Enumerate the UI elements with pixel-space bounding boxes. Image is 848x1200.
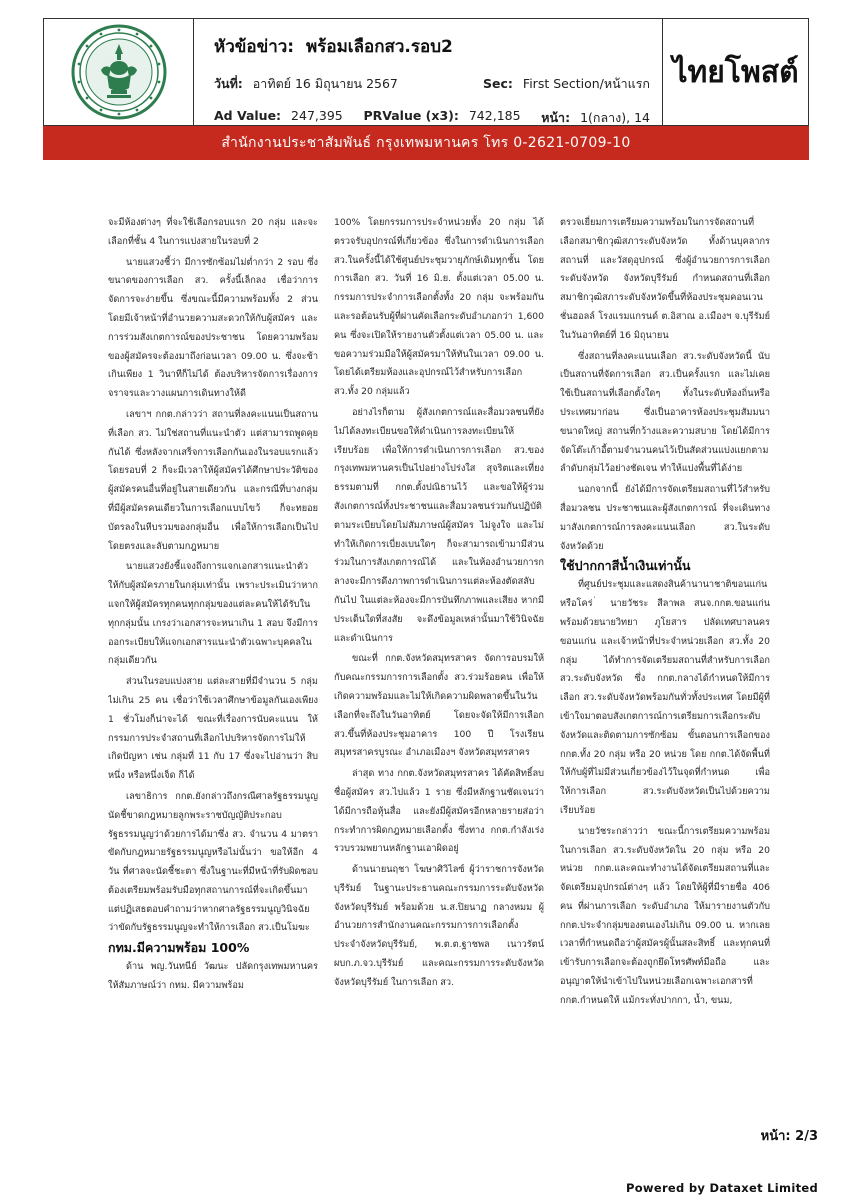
article-paragraph: ตรวจเยี่ยมการเตรียมความพร้อมในการจัดสถานที่เลือกสมาชิกวุฒิสภาระดับจังหวัด ทั้งด้านบุคลากร สถานที่ และวัสดุอุปกรณ์ ซึ่งผู้อำนวยการการเลือกระดับจังหวัด จังหวัดบุรีรัมย์ กำหนดสถานที่เลือกสมาชิกวุฒิสภาระดับจังหวัดขึ้นที่ห้องประชุมคอนเวนชั่นฮอลล์ โรงแรมแกรนด์ ต.อิสาณ อ.เมืองฯ จ.บุรีรัมย์ ในวันอาทิตย์ที่ 16 มิถุนายน bbox=[560, 217, 770, 341]
article-paragraph: เลขาธิการ กกต.ยังกล่าวถึงกรณีศาลรัฐธรรมนูญนัดชี้ขาดกฎหมายลูกพระราชบัญญัติประกอบรัฐธรรมนูญว่าด้วยการได้มาซึ่ง สว. จำนวน 4 มาตรา ขัดกับกฎหมายรัฐธรรมนูญหรือไม่นั้นว่า ขอให้อีก 4 วัน ที่ศาลจะนัดชี้ชะตา ซึ่งในฐานะที่มีหน้าที่รับผิดชอบ ต้องเตรียมพร้อมรับมือทุกสถานการณ์ที่จะเกิดขึ้นมา แต่ปฏิเสธตอบคำถามว่าหากศาลรัฐธรรมนูญวินิจฉัยว่าขัดกับรัฐธรรมนูญจะทำให้การเลือก สว.เป็นโมฆะ bbox=[108, 790, 318, 934]
article-column-2 bbox=[334, 214, 544, 1064]
section-label: Sec: bbox=[483, 76, 513, 91]
ad-value-label: Ad Value: bbox=[214, 108, 282, 123]
powered-by: Powered by Dataxet Limited bbox=[626, 1181, 818, 1195]
article-paragraph: นอกจากนี้ ยังได้มีการจัดเตรียมสถานที่ไว้สำหรับสื่อมวลชน ประชาชนและผู้สังเกตการณ์ ที่จะเดินทางมาสังเกตการณ์การลงคะแนนเลือก สว.ในระดับจังหวัดด้วย bbox=[560, 484, 770, 552]
ad-value: 247,395 bbox=[291, 108, 343, 123]
article-paragraph: นายวัชระกล่าวว่า ขณะนี้การเตรียมความพร้อมในการเลือก สว.ระดับจังหวัดใน 20 กลุ่ม หรือ 20 หน่วย กกต.และคณะทำงานได้จัดเตรียมสถานที่และจัดเตรียมอุปกรณ์ต่างๆ แล้ว โดยให้ผู้ที่มีรายชื่อ 406 คน ที่ผ่านการเลือก ระดับอำเภอ ให้มารายงานตัวกับ กกต.ประจำกลุ่มของตนเองไม่เกิน 09.00 น. หากเลยเวลาที่กำหนดถือว่าผู้สมัครผู้นั้นสละสิทธิ์ และทุกคนที่เข้ารับการเลือกจะต้องถูกยึดโทรศัพท์มือถือ และอนุญาตให้นำเข้าไปในหน่วยเลือกเฉพาะเอกสารที่ กกต.กำหนดให้ แม้กระทั่งปากกา, น้ำ, ขนม, bbox=[560, 825, 770, 1006]
article-paragraph: ด้านนายนฤชา โฆษาศิวิไลซ์ ผู้ว่าราชการจังหวัดบุรีรัมย์ ในฐานะประธานคณะกรรมการระดับจังหวัด จังหวัดบุรีรัมย์ พร้อมด้วย น.ส.ปิยนาฏ กลางหมม ผู้อำนวยการสำนักงานคณะกรรมการการเลือกตั้งประจำจังหวัดบุรีรัมย์, พ.ต.ต.ฐาชพล เนาวรัตน์ ผบก.ภ.จว.บุรีรัมย์ และคณะกรรมการระดับจังหวัด จังหวัดบุรีรัมย์ ในการเลือก สว. bbox=[334, 864, 544, 988]
headline-row bbox=[214, 33, 650, 60]
value-row bbox=[214, 108, 650, 128]
headline: พร้อมเลือกสว.รอบ2 bbox=[306, 37, 453, 57]
date-value: อาทิตย์ 16 มิถุนายน 2567 bbox=[252, 76, 398, 91]
article-column-3 bbox=[560, 214, 770, 1064]
subheading: ใช้ปากกาสีน้ำเงินเท่านั้น bbox=[560, 558, 691, 574]
newspaper-brand: ไทยโพสต์ bbox=[672, 54, 799, 90]
article-paragraph: จะมีห้องต่างๆ ที่จะใช้เลือกรอบแรก 20 กลุ่ม และจะเลือกที่ชั้น 4 ในการแบ่งสายในรอบที่ 2 bbox=[108, 217, 318, 247]
page-indicator: หน้า: 2/3 bbox=[760, 1129, 818, 1144]
article-paragraph: ด้าน พญ.วันทนีย์ วัฒนะ ปลัดกรุงเทพมหานคร ให้สัมภาษณ์ว่า กทม. มีความพร้อม bbox=[108, 961, 318, 992]
date-label: วันที่: bbox=[214, 76, 243, 91]
article-paragraph: ส่วนในรอบแบ่งสาย แต่ละสายที่มีจำนวน 5 กลุ่ม ไม่เกิน 25 คน เชื่อว่าใช้เวลาศึกษาข้อมูลกันเองเพียง 1 ชั่วโมงก็น่าจะได้ ขณะที่เรื่องการนับคะแนน ให้กรรมการประจำสถานที่เลือกไปบริหารจัดการไม่ให้เกิดปัญหา เช่น กลุ่มที่ 11 กับ 17 ซึ่งจะไปอ่านว่า สิบหนึ่ง หรือหนึ่งเจ็ด ก็ได้ bbox=[108, 676, 318, 782]
section-value: First Section/หน้าแรก bbox=[522, 76, 650, 91]
article-paragraph: ซึ่งสถานที่ลงคะแนนเลือก สว.ระดับจังหวัดนี้ นับเป็นสถานที่จัดการเลือก สว.เป็นครั้งแรก และไม่เคยใช้เป็นสถานที่เลือกตั้งใดๆ ทั้งในระดับท้องถิ่นหรือประเทศมาก่อน ซึ่งเป็นอาคารห้องประชุมสัมมนาขนาดใหญ่ สถานที่กว้างและความสบาย โดยได้มีการจัดโต๊ะเก้าอี้ตามจำนวนคนไว้เป็นสัดส่วนแบ่งแยกตามลำดับกลุ่มไว้อย่างชัดเจน ทำให้แบ่งพื้นที่ได้ง่าย bbox=[560, 350, 770, 475]
article-paragraph: นายแสวงชี้ว่า มีการซักซ้อมไม่ต่ำกว่า 2 รอบ ซึ่งขนาดของการเลือก สว. ครั้งนี้เล็กลง เชื่อว่าการจัดการจะง่ายขึ้น ซึ่งขณะนี้มีความพร้อมทั้ง 2 ส่วน โดยมีเจ้าหน้าที่อำนวยความสะดวกให้กับผู้สมัคร และการร่วมสังเกตการณ์ของประชาชน โดยความพร้อมของผู้สมัครจะต้องมาถึงก่อนเวลา 09.00 น. ซึ่งจะช้าเกินเพียง 1 วินาทีก็ไม่ได้ ต้องบริหารจัดการเรื่องการจราจรและวางแผนการเดินทางให้ดี bbox=[108, 256, 318, 400]
article-paragraph: ขณะที่ กกต.จังหวัดสมุทรสาคร จัดการอบรมให้กับคณะกรรมการการเลือกตั้ง สว.ร่วมร้อยคน เพื่อให้เกิดความพร้อมและไม่ให้เกิดความผิดพลาดขึ้นในวันเลือกที่จะถึงในวันอาทิตย์ โดยจะจัดให้มีการเลือก สว.ขึ้นที่ห้องประชุมอาคาร 100 ปี โรงเรียนสมุทรสาครบูรณะ อำเภอเมืองฯ จังหวัดสมุทรสาคร bbox=[334, 653, 544, 759]
article-paragraph: เลขาฯ กกต.กล่าวว่า สถานที่ลงคะแนนเป็นสถานที่เลือก สว. ไม่ใช่สถานที่แนะนำตัว แต่สามารถพูดคุยกันได้ ซึ่งหลังจากเสร็จการเลือกกันเองในรอบแรกแล้ว โดยรอบที่ 2 ก็จะมีเวลาให้ผู้สมัครได้ศึกษาประวัติของผู้สมัครคนอื่นที่อยู่ในสายเดียวกัน และกรณีที่บางกลุ่มที่มีผู้สมัครคนเดียวในการเลือกแบบไขว้ ก็จะทยอยบัตรลงในหีบรวมของกลุ่มอื่น เพื่อให้การเลือกเป็นไปโดยตรงและลับตามกฎหมาย bbox=[108, 408, 318, 552]
pr-value: 742,185 bbox=[468, 108, 521, 123]
brand-cell bbox=[663, 19, 808, 125]
clipping-info bbox=[194, 19, 663, 125]
article-paragraph: อย่างไรก็ตาม ผู้สังเกตการณ์และสื่อมวลชนที่ยังไม่ได้ลงทะเบียนขอให้ดำเนินการลงทะเบียนให้เรียบร้อย เพื่อให้การดำเนินการการเลือก สว.ของกรุงเทพมหานครเป็นไปอย่างโปร่งใส สุจริตและเที่ยงธรรมตามที่ กกต.ตั้งปณิธานไว้ และขอให้ผู้ร่วมสังเกตการณ์ทั้งประชาชนและสื่อมวลชนร่วมกันปฏิบัติตามระเบียบโดยไม่สัมภาษณ์ผู้สมัคร ไม่จูงใจ และไม่ทำให้เกิดการเบี่ยงเบนใดๆ ก็จะสามารถเข้ามามีส่วนร่วมในการสังเกตการณ์ได้ และในห้องอำนวยการกลางจะมีการดึงภาพการดำเนินการแต่ละห้องตัดสลับกันไป ในแต่ละห้องจะมีการบันทึกภาพและเสียง หากมีประเด็นใดที่สงสัย จะดึงข้อมูลเหล่านั้นมาใช้วินิจฉัยและดำเนินการ bbox=[334, 406, 544, 644]
page-value: 1(กลาง), 14 bbox=[580, 110, 650, 125]
date-section-row bbox=[214, 74, 650, 94]
article-paragraph: ล่าสุด ทาง กกต.จังหวัดสมุทรสาคร ได้คัดสิทธิ์ลบชื่อผู้สมัคร สว.ไปแล้ว 1 ราย ซึ่งมีหลักฐานชัดเจนว่าได้มีการถือหุ้นสื่อ และยังมีผู้สมัครอีกหลายรายส่อว่ากระทำการผิดกฎหมายเลือกตั้ง ซึ่งทาง กกต.กำลังเร่งรวบรวมพยานหลักฐานเอาผิดอยู่ bbox=[334, 768, 544, 855]
bangkok-seal-icon bbox=[71, 24, 167, 120]
article-body bbox=[108, 214, 770, 1064]
logo-cell bbox=[44, 19, 194, 125]
pr-value-label: PRValue (x3): bbox=[363, 108, 459, 123]
office-bar bbox=[43, 126, 809, 160]
article-column-1 bbox=[108, 214, 318, 1064]
headline-label: หัวข้อข่าว: bbox=[214, 37, 295, 57]
clipping-header bbox=[43, 18, 809, 126]
subheading: กทม.มีความพร้อม 100% bbox=[108, 940, 250, 956]
page-label: หน้า: bbox=[541, 110, 571, 125]
office-contact: สำนักงานประชาสัมพันธ์ กรุงเทพมหานคร โทร 0-2621-0709-10 bbox=[221, 135, 631, 151]
article-paragraph: ที่ศูนย์ประชุมและแสดงสินค้านานาชาติขอนแก่น หรือโคร่ ่ นายวัชระ สีลาพล สนจ.กกต.ขอนแก่น พร้อมด้วยนายวิทยา ภูโยสาร ปลัดเทศบาลนครขอนแก่น และเจ้าหน้าที่ประจำหน่วยเลือก สว.ทั้ง 20 กลุ่ม ได้ทำการจัดเตรียมสถานที่สำหรับการเลือก สว.ระดับจังหวัด ซึ่ง กกต.กลางได้กำหนดให้มีการเลือก สว.ระดับจังหวัดพร้อมกันทั่วทั้งประเทศ โดยมีผู้ที่เข้าใจมาตอบสังเกตการณ์การเตรียมการเลือกระดับจังหวัดและติดตามการซักซ้อม ขั้นตอนการเลือกของ กกต.ทั้ง 20 กลุ่ม หรือ 20 หน่วย โดย กกต.ได้จัดพื้นที่ให้กับผู้ที่ไม่มีส่วนเกี่ยวข้องไว้ในจุดที่กำหนด เพื่อให้การเลือก สว.ระดับจังหวัดเป็นไปด้วยความเรียบร้อย bbox=[560, 579, 770, 816]
article-paragraph: นายแสวงยังชี้แจงถึงการแจกเอกสารแนะนำตัวให้กับผู้สมัครภายในกลุ่มเท่านั้น เพราะประเมินว่าหากแจกให้ผู้สมัครทุกคนทุกกลุ่มของแต่ละคนให้ได้รับในทุกกลุ่มนั้น เกรงว่าเอกสารจะหนาเกิน 1 สอบ จึงมีการออกระเบียบให้แจกเอกสารแนะนำตัวเฉพาะบุคคลในกลุ่มเดียวกัน bbox=[108, 561, 318, 667]
article-paragraph: 100% โดยกรรมการประจำหน่วยทั้ง 20 กลุ่ม ได้ตรวจรับอุปกรณ์ที่เกี่ยวข้อง ซึ่งในการดำเนินการเลือก สว.ในครั้งนี้ได้ใช้ศูนย์ประชุมวายุภักษ์เดิมทุกชั้น โดยการเลือก สว. วันที่ 16 มิ.ย. ตั้งแต่เวลา 05.00 น. กรรมการประจำการเลือกตั้งทั้ง 20 กลุ่ม จะพร้อมกันและรอต้อนรับผู้ที่ผ่านคัดเลือกระดับอำเภอกว่า 1,600 คน ซึ่งจะเปิดให้รายงานตัวตั้งแต่เวลา 05.00 น. และขอความร่วมมือให้ผู้สมัครมาให้ทันในเวลา 09.00 น. โดยได้เตรียมห้องและอุปกรณ์ไว้สำหรับการเลือก สว.ทั้ง 20 กลุ่มแล้ว bbox=[334, 217, 544, 398]
